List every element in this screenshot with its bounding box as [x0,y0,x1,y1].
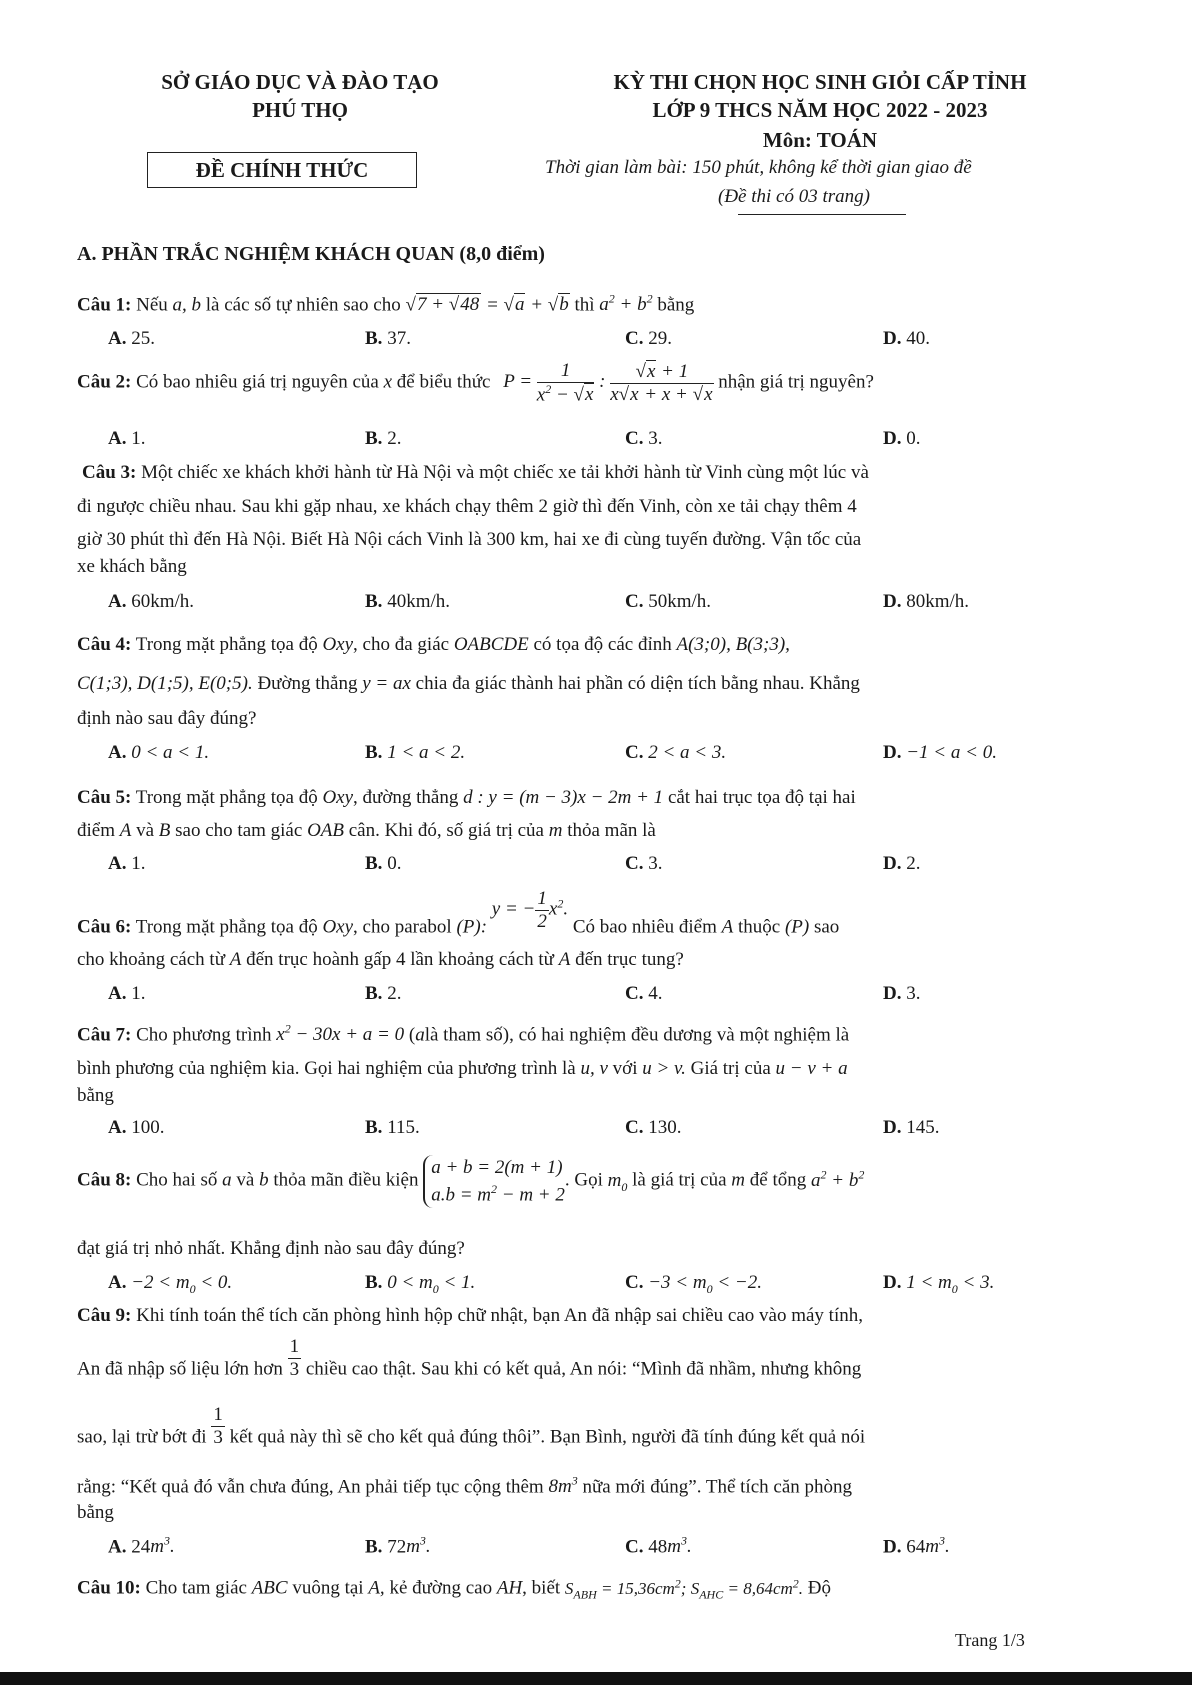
page-number: Trang 1/3 [955,1630,1025,1650]
q3-option-c[interactable]: C. 50km/h. [625,591,712,612]
question-3-line-3: giờ 30 phút thì đến Hà Nội. Biết Hà Nội cách Vinh là 300 km, hai xe đi cùng tuyến đường. Vận tốc của [77,529,862,550]
q4-option-b[interactable]: B. 1 < a < 2. [365,742,466,763]
q6-option-b[interactable]: B. 2. [365,983,402,1004]
q5-option-a[interactable]: A. 1. [108,853,146,874]
q5-option-b[interactable]: B. 0. [365,853,402,874]
q4-option-c[interactable]: C. 2 < a < 3. [625,742,727,763]
q6-option-a[interactable]: A. 1. [108,983,146,1004]
q4-option-d[interactable]: D. −1 < a < 0. [883,742,997,763]
question-5-line-2: điểm A và B sao cho tam giác OAB cân. Khi đó, số giá trị của m thỏa mãn là [77,820,656,841]
q2-option-c[interactable]: C. 3. [625,428,663,449]
exam-subject: Môn: TOÁN [762,128,878,152]
question-4-line-1: Câu 4: Trong mặt phẳng tọa độ Oxy, cho đa giác OABCDE có tọa độ các đỉnh A(3;0), B(3;3), [77,634,790,655]
math-q1-equation: √7 + √48 = √a + √b [405,294,569,316]
q4-option-a[interactable]: A. 0 < a < 1. [108,742,210,763]
bottom-border [0,1672,1192,1685]
question-9-line-4: rằng: “Kết quả đó vẫn chưa đúng, An phải tiếp tục cộng thêm $8m^3$ nữa mới đúng”. Thể tích căn phòng [77,1474,853,1498]
math-ab: a, b [172,294,202,316]
question-7-line-1: Câu 7: Cho phương trình $x^2 - 30x + a = 0$ (alà tham số), có hai nghiệm đều dương và một nghiệm là [77,1022,850,1046]
q7-option-b[interactable]: B. 115. [365,1117,420,1138]
q1-option-d[interactable]: D. 40. [883,328,930,349]
question-5-line-1: Câu 5: Trong mặt phẳng tọa độ Oxy, đường thẳng d : y = (m − 3)x − 2m + 1 cắt hai trục tọa độ tại hai [77,787,856,808]
province-name: PHÚ THỌ [252,98,348,122]
question-8-line-1: Câu 8: Cho hai số a và b thỏa mãn điều kiện a + b = 2(m + 1) $a.b = m^2 - m + 2$ . Gọi $m_0$ là giá trị của m để tổng $a^2 + b^2$ [77,1155,864,1208]
q6-option-d[interactable]: D. 3. [883,983,921,1004]
question-4-line-3: định nào sau đây đúng? [77,708,257,729]
question-9-line-3: sao, lại trừ bớt đi $\frac{1}{3}$ kết quả này thì sẽ cho kết quả đúng thôi”. Bạn Bình, người đã tính đúng kết quả nói [77,1404,866,1448]
header-underline [738,214,906,215]
question-8-line-2: đạt giá trị nhỏ nhất. Khẳng định nào sau đây đúng? [77,1238,465,1259]
q1-option-c[interactable]: C. 29. [625,328,672,349]
question-6-line-2: cho khoảng cách từ A đến trục hoành gấp 4 lần khoảng cách từ A đến trục tung? [77,949,684,970]
question-2: Câu 2: Có bao nhiêu giá trị nguyên của x để biểu thức P = $\frac{1}{x^2 - √x}$ : $\frac{√x + 1}{x√x + x + √x}$ nhận giá trị nguyên? [77,360,874,406]
math-q2-expression: P = $\frac{1}{x^2 - √x}$ : $\frac{√x + 1}{x√x + x + √x}$ [503,360,713,406]
q5-option-d[interactable]: D. 2. [883,853,921,874]
question-7-line-2: bình phương của nghiệm kia. Gọi hai nghiệm của phương trình là u, v với u > v. Giá trị của u − v + a [77,1058,848,1079]
q9-option-c[interactable]: C. $48m^3$. [625,1534,692,1558]
q9-option-d[interactable]: D. $64m^3$. [883,1534,950,1558]
question-9-line-5: bằng [77,1502,114,1523]
math-q1-target: $a^2 + b^2$ [599,292,653,316]
q3-option-d[interactable]: D. 80km/h. [883,591,970,612]
math-q8-system: a + b = 2(m + 1) $a.b = m^2 - m + 2$ [423,1155,565,1208]
q8-option-b[interactable]: B. $0 < m_0 < 1$. [365,1272,476,1296]
q9-option-a[interactable]: A. $24m^3$. [108,1534,175,1558]
q6-option-c[interactable]: C. 4. [625,983,663,1004]
question-9-line-1: Câu 9: Khi tính toán thể tích căn phòng hình hộp chữ nhật, bạn An đã nhập sai chiều cao vào máy tính, [77,1305,863,1326]
department-name: SỞ GIÁO DỤC VÀ ĐÀO TẠO [161,70,439,94]
q1-option-a[interactable]: A. 25. [108,328,155,349]
exam-time: Thời gian làm bài: 150 phút, không kể thời gian giao đề [545,157,972,178]
q3-option-a[interactable]: A. 60km/h. [108,591,195,612]
section-a-title: A. PHẦN TRẮC NGHIỆM KHÁCH QUAN (8,0 điểm) [77,243,545,265]
q8-option-d[interactable]: D. $1 < m_0 < 3$. [883,1272,995,1296]
question-1: Câu 1: Nếu a, b là các số tự nhiên sao cho √7 + √48 = √a + √b thì $a^2 + b^2$ bằng [77,292,695,316]
exam-title: KỲ THI CHỌN HỌC SINH GIỎI CẤP TỈNH [613,70,1027,94]
q8-option-a[interactable]: A. $-2 < m_0 < 0$. [108,1272,233,1296]
q2-option-b[interactable]: B. 2. [365,428,402,449]
official-exam-label: ĐỀ CHÍNH THỨC [147,152,417,188]
q1-option-b[interactable]: B. 37. [365,328,411,349]
question-9-line-2: An đã nhập số liệu lớn hơn $\frac{1}{3}$ chiều cao thật. Sau khi có kết quả, An nói: “Mình đã nhầm, nhưng không [77,1336,862,1380]
q9-option-b[interactable]: B. $72m^3$. [365,1534,431,1558]
q8-option-c[interactable]: C. $-3 < m_0 < -2$. [625,1272,763,1296]
question-label: Câu 1: [77,294,132,316]
question-3-line-2: đi ngược chiều nhau. Sau khi gặp nhau, xe khách chạy thêm 2 giờ thì đến Vinh, còn xe tải chạy thêm 4 [77,496,857,517]
question-6-line-1: Câu 6: Trong mặt phẳng tọa độ Oxy, cho parabol (P): y = − $\frac{1}{2}$ $x^2$. Có bao nhiêu điểm A thuộc (P) sao [77,888,840,938]
exam-grade-year: LỚP 9 THCS NĂM HỌC 2022 - 2023 [652,98,988,122]
q7-option-d[interactable]: D. 145. [883,1117,940,1138]
q2-option-d[interactable]: D. 0. [883,428,921,449]
question-3-line-4: xe khách bằng [77,556,187,577]
exam-pages-note: (Đề thi có 03 trang) [718,186,870,207]
q7-option-c[interactable]: C. 130. [625,1117,682,1138]
question-10-line-1: Câu 10: Cho tam giác ABC vuông tại A, kẻ đường cao AH, biết $S_{ABH} = 15,36cm^2$; $S_{AHC} = 8,64cm^2$. Độ [77,1576,831,1602]
question-7-line-3: bằng [77,1085,114,1106]
question-4-line-2: C(1;3), D(1;5), E(0;5). Đường thẳng y = ax chia đa giác thành hai phần có diện tích bằng nhau. Khẳng [77,673,860,694]
q5-option-c[interactable]: C. 3. [625,853,663,874]
q7-option-a[interactable]: A. 100. [108,1117,165,1138]
question-3-line-1: Câu 3: Một chiếc xe khách khởi hành từ Hà Nội và một chiếc xe tải khởi hành từ Vinh cùng một lúc và [82,462,869,483]
q2-option-a[interactable]: A. 1. [108,428,146,449]
q3-option-b[interactable]: B. 40km/h. [365,591,450,612]
